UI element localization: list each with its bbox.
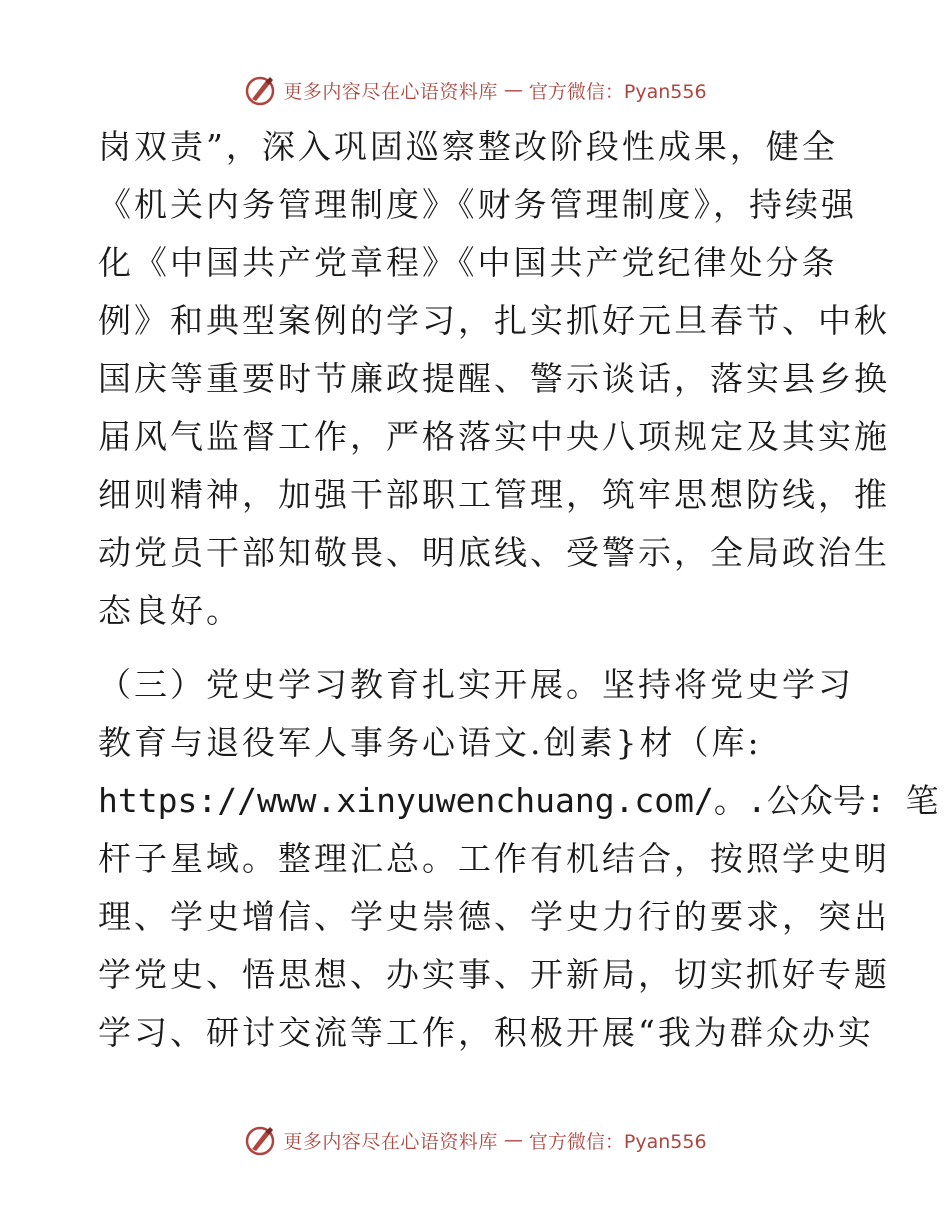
- text-line: 国庆等重要时节廉政提醒、警示谈话，落实县乡换: [98, 359, 890, 398]
- banner-wechat: 官方微信：Pyan556: [528, 1130, 707, 1153]
- paragraph-2: [98, 656, 939, 1062]
- text-line: 岗双责”，深入巩固巡察整改阶段性成果，健全: [98, 127, 838, 166]
- text-line: 学习、研讨交流等工作，积极开展“我为群众办实: [98, 1013, 874, 1052]
- footer-banner: [0, 1120, 950, 1160]
- paragraph-1: [98, 118, 890, 640]
- banner-title: 更多内容尽在心语资料库: [283, 1130, 498, 1153]
- text-line: 化《中国共产党章程》《中国共产党纪律处分条: [98, 243, 838, 282]
- document-body: [98, 118, 939, 1062]
- text-line-url: https://www.xinyuwenchuang.com/。.公众号: 笔: [98, 781, 939, 820]
- paragraph-gap: [98, 640, 858, 656]
- text-line: 态良好。: [98, 591, 242, 630]
- text-line: 届风气监督工作，严格落实中央八项规定及其实施: [98, 417, 890, 456]
- header-banner: [0, 70, 950, 110]
- text-line: 学党史、悟思想、办实事、开新局，切实抓好专题: [98, 955, 890, 994]
- text-line: 杆子星域。整理汇总。工作有机结合，按照学史明: [98, 839, 890, 878]
- text-line: （三）党史学习教育扎实开展。坚持将党史学习: [98, 665, 854, 704]
- brush-logo-icon: [243, 1123, 277, 1157]
- banner-wechat: 官方微信：Pyan556: [528, 80, 707, 103]
- banner-title: 更多内容尽在心语资料库: [283, 80, 498, 103]
- banner-separator: —: [503, 79, 523, 101]
- brush-logo-icon: [243, 73, 277, 107]
- text-line: 细则精神，加强干部职工管理，筑牢思想防线，推: [98, 475, 890, 514]
- text-line: 理、学史增信、学史崇德、学史力行的要求，突出: [98, 897, 890, 936]
- text-line: 动党员干部知敬畏、明底线、受警示，全局政治生: [98, 533, 890, 572]
- text-line: 《机关内务管理制度》《财务管理制度》，持续强: [98, 185, 857, 224]
- text-line: 例》和典型案例的学习，扎实抓好元旦春节、中秋: [98, 301, 890, 340]
- banner-separator: —: [503, 1129, 523, 1151]
- text-line: 教育与退役军人事务心语文.创素}材（库:: [98, 723, 762, 762]
